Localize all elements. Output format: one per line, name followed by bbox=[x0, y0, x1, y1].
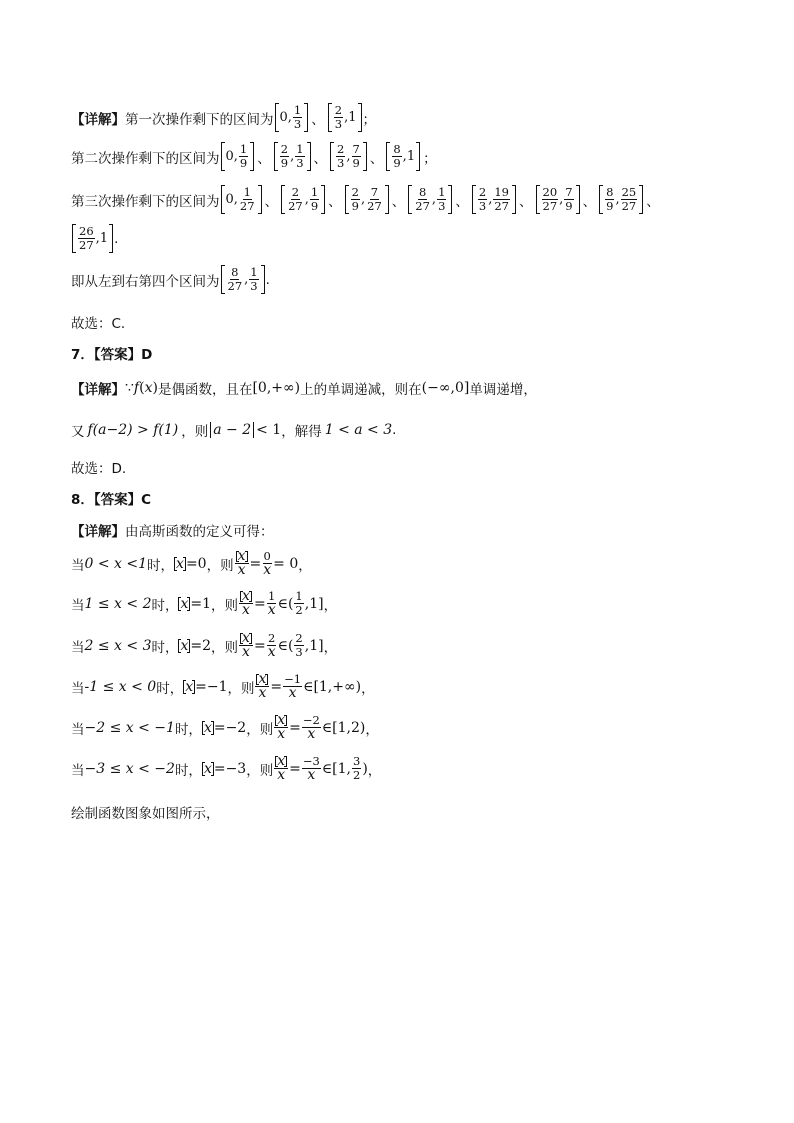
num: 0 bbox=[225, 192, 234, 207]
numerator: 1 bbox=[310, 185, 319, 199]
denominator: x bbox=[267, 602, 276, 618]
floor-x: x bbox=[277, 753, 286, 769]
interval: $\frac{2}{9}$ , $\frac{1}{3}$ bbox=[274, 142, 311, 171]
numerator bbox=[239, 632, 253, 646]
fraction bbox=[239, 143, 248, 170]
numerator: 1 bbox=[438, 185, 446, 199]
text: ， bbox=[206, 557, 221, 574]
fraction bbox=[255, 673, 269, 700]
math: f bbox=[133, 380, 140, 396]
fraction: $\frac{8}{27}$ bbox=[227, 265, 243, 293]
denominator: 3 bbox=[337, 156, 345, 170]
numerator bbox=[274, 755, 288, 769]
math: < 1 bbox=[256, 422, 282, 438]
denominator: 2 bbox=[295, 603, 303, 617]
numerator: 25 bbox=[621, 185, 637, 199]
denominator: 27 bbox=[494, 199, 509, 213]
fraction bbox=[310, 186, 319, 213]
detail-label: 【详解】 bbox=[71, 382, 125, 398]
text: 即从左到右第四个区间为 bbox=[71, 273, 220, 290]
fraction bbox=[274, 755, 288, 782]
math: x bbox=[144, 380, 153, 396]
interval: $\frac{8}{27}$ , $\frac{1}{3}$ bbox=[221, 265, 265, 294]
floor-x: x bbox=[258, 671, 267, 687]
numerator: 1 bbox=[239, 142, 248, 156]
denominator: 9 bbox=[352, 156, 360, 170]
floor-value: −1 bbox=[206, 678, 228, 695]
denominator: 9 bbox=[351, 199, 359, 213]
detail-label: 【详解】 bbox=[71, 111, 125, 128]
denominator: 3 bbox=[296, 156, 304, 170]
fraction bbox=[336, 143, 345, 170]
interval: $\frac{2}{27}$ , $\frac{1}{9}$ bbox=[281, 185, 325, 214]
text: 时， bbox=[174, 762, 202, 779]
denominator: 27 bbox=[239, 199, 255, 213]
numerator: 19 bbox=[494, 185, 509, 199]
condition: −2 ≤ x < −1 bbox=[84, 719, 175, 736]
text: 则 bbox=[224, 597, 239, 614]
range: ∈[1,+∞) bbox=[303, 678, 362, 695]
range-post: ,1] bbox=[304, 595, 324, 612]
fraction bbox=[352, 755, 361, 782]
text: ， bbox=[211, 597, 225, 614]
floor-x: x bbox=[237, 548, 246, 564]
fraction bbox=[294, 632, 303, 659]
numerator bbox=[239, 590, 253, 604]
math: a − 2 bbox=[210, 422, 254, 438]
interval: $\frac{2}{9}$ , $\frac{7}{27}$ bbox=[345, 185, 389, 214]
numerator: 0 bbox=[263, 549, 271, 563]
case-row: 当 −3 ≤ x < −2 时， x = −3 ， 则 $\frac{x}{x}$ = $\frac{-3}{x}$ ∈[1, $\frac{3}{2}$ ) ， bbox=[71, 753, 382, 783]
text: 时， bbox=[156, 680, 184, 697]
numerator: 2 bbox=[280, 142, 289, 156]
condition: 2 ≤ x < 3 bbox=[84, 637, 152, 654]
separator: 、 bbox=[311, 111, 325, 128]
numerator: 2 bbox=[337, 142, 345, 156]
fraction bbox=[262, 550, 272, 577]
interval: 0 , $\frac{1}{3}$ bbox=[275, 103, 309, 132]
fraction bbox=[239, 186, 256, 213]
num: 1 bbox=[406, 149, 416, 164]
interval: $\frac{2}{3}$ , 1 bbox=[328, 103, 362, 132]
range-post: ,1] bbox=[304, 637, 324, 654]
condition: 1 ≤ x < 2 bbox=[84, 595, 152, 612]
fraction bbox=[239, 590, 253, 617]
separator: 、 bbox=[582, 193, 597, 210]
answer-choice-6 bbox=[71, 312, 754, 332]
text: 当 bbox=[71, 597, 85, 614]
text: ， bbox=[211, 639, 225, 656]
text: 则 bbox=[224, 639, 239, 656]
fraction: $\frac{1}{3}$ bbox=[250, 265, 258, 293]
q8-detail-line1 bbox=[71, 520, 754, 540]
separator: 、 bbox=[646, 193, 660, 210]
line-second-operation bbox=[71, 142, 754, 171]
punct: . bbox=[265, 271, 270, 288]
case-row: 当 −2 ≤ x < −1 时， x = −2 ， 则 $\frac{x}{x}$ = $\frac{-2}{x}$ ∈[1,2) ， bbox=[71, 712, 379, 742]
text: 7．【答案】D bbox=[71, 347, 153, 363]
denominator: x bbox=[237, 562, 246, 578]
numerator: 7 bbox=[370, 185, 379, 199]
denominator: x bbox=[307, 767, 316, 783]
range-pre: ∈( bbox=[277, 637, 294, 654]
question-8-answer bbox=[71, 488, 754, 508]
denominator: 27 bbox=[288, 199, 303, 213]
separator: 、 bbox=[257, 150, 271, 167]
interval: $\frac{2}{3}$ , $\frac{19}{27}$ bbox=[472, 185, 516, 214]
text: 时， bbox=[174, 721, 202, 738]
punct: ； bbox=[423, 150, 437, 167]
numerator: 20 bbox=[542, 185, 558, 199]
fraction bbox=[564, 186, 573, 213]
fraction bbox=[493, 186, 510, 213]
numerator: 2 bbox=[267, 631, 276, 645]
interval: 0 , $\frac{1}{27}$ bbox=[221, 185, 262, 214]
math: [0,+∞) bbox=[252, 380, 301, 396]
denominator: x bbox=[242, 644, 250, 660]
text: 又 bbox=[71, 424, 85, 440]
denominator: 2 bbox=[353, 768, 361, 782]
separator: 、 bbox=[391, 193, 406, 210]
text: 第一次操作剩下的区间为 bbox=[125, 111, 274, 128]
line-third-operation bbox=[71, 185, 754, 214]
text: 绘制函数图象如图所示， bbox=[71, 806, 220, 822]
floor-value: −3 bbox=[225, 760, 247, 777]
range-pre: ∈( bbox=[277, 595, 294, 612]
text: 则 bbox=[240, 680, 255, 697]
numerator bbox=[255, 673, 269, 687]
fraction bbox=[283, 673, 302, 700]
separator: 、 bbox=[369, 150, 384, 167]
fraction bbox=[392, 143, 401, 170]
numerator bbox=[235, 550, 249, 564]
question-7-answer bbox=[71, 343, 754, 363]
range: ∈[1,2) bbox=[321, 719, 366, 736]
denominator: x bbox=[288, 685, 297, 701]
floor-x: x bbox=[176, 555, 184, 572]
interval: $\frac{8}{9}$ , 1 bbox=[386, 142, 420, 171]
text: 则 bbox=[220, 557, 234, 574]
punct: . bbox=[114, 230, 119, 247]
text: 则 bbox=[259, 762, 274, 779]
math: (−∞,0] bbox=[421, 380, 470, 396]
text: 由高斯函数的定义可得： bbox=[125, 524, 274, 540]
text: 时， bbox=[151, 639, 179, 656]
q7-detail-line2 bbox=[71, 420, 754, 440]
denominator: 27 bbox=[542, 199, 558, 213]
interval: $\frac{26}{27}$ , 1 bbox=[72, 224, 113, 253]
num: 0 bbox=[279, 110, 288, 125]
fraction bbox=[267, 590, 277, 617]
floor-x: x bbox=[185, 678, 194, 695]
floor-value: −2 bbox=[225, 719, 247, 736]
separator: 、 bbox=[328, 193, 342, 210]
text: 上的单调递减，则在 bbox=[300, 382, 422, 398]
fraction bbox=[280, 143, 289, 170]
numerator: 3 bbox=[353, 754, 361, 768]
denominator: 9 bbox=[280, 156, 289, 170]
text: 时， bbox=[147, 557, 175, 574]
floor-value: 0 bbox=[197, 555, 207, 572]
denominator: 9 bbox=[606, 199, 614, 213]
final-line bbox=[71, 802, 754, 822]
floor-x: x bbox=[277, 712, 286, 728]
numerator: −3 bbox=[302, 754, 320, 768]
line-first-operation bbox=[71, 103, 754, 132]
numerator: −1 bbox=[284, 672, 302, 686]
separator: 、 bbox=[313, 150, 328, 167]
denominator: x bbox=[277, 726, 286, 742]
text: 第二次操作剩下的区间为 bbox=[71, 150, 220, 167]
denominator: 9 bbox=[393, 156, 401, 170]
math: f(a−2) > f(1) bbox=[87, 422, 179, 438]
numerator: 2 bbox=[478, 185, 487, 199]
fraction bbox=[366, 186, 383, 213]
fraction bbox=[274, 714, 288, 741]
interval: $\frac{20}{27}$ , $\frac{7}{9}$ bbox=[536, 185, 580, 214]
denominator: 3 bbox=[438, 199, 446, 213]
fraction bbox=[302, 755, 321, 782]
fraction bbox=[605, 186, 614, 213]
separator: 、 bbox=[519, 193, 533, 210]
numerator: 1 bbox=[295, 589, 303, 603]
punct: ； bbox=[362, 111, 376, 128]
floor-value: 1 bbox=[202, 595, 212, 612]
numerator: 1 bbox=[296, 142, 304, 156]
detail-label: 【详解】 bbox=[71, 524, 125, 540]
fraction: $\frac{26}{27}$ bbox=[79, 224, 94, 252]
range-pre: ∈[1, bbox=[321, 760, 351, 777]
interval: 0 , $\frac{1}{9}$ bbox=[221, 142, 255, 171]
separator: 、 bbox=[264, 193, 279, 210]
fraction bbox=[621, 186, 638, 213]
text: 故选：D. bbox=[71, 461, 127, 477]
denominator: 27 bbox=[367, 199, 382, 213]
numerator: 8 bbox=[418, 185, 427, 199]
text: ，则 bbox=[181, 424, 209, 440]
denominator: 27 bbox=[415, 199, 430, 213]
floor-x: x bbox=[203, 760, 212, 777]
fraction bbox=[267, 632, 277, 659]
numerator: 8 bbox=[393, 142, 401, 156]
floor-x: x bbox=[242, 630, 250, 646]
case-row: 当 2 ≤ x < 3 时， x = 2 ， 则 $\frac{x}{x}$ = $\frac{2}{x}$ ∈( $\frac{2}{3}$ ,1] ， bbox=[71, 630, 338, 660]
numerator: 2 bbox=[351, 185, 359, 199]
fraction bbox=[478, 186, 487, 213]
text: 当 bbox=[71, 721, 85, 738]
floor-x: x bbox=[203, 719, 212, 736]
numerator: 2 bbox=[295, 631, 303, 645]
range-post: ) bbox=[362, 760, 368, 777]
fraction bbox=[235, 550, 249, 577]
denominator: 9 bbox=[310, 199, 319, 213]
denominator: 27 bbox=[621, 199, 637, 213]
floor-x: x bbox=[180, 595, 189, 612]
denominator: x bbox=[307, 726, 316, 742]
text: 当 bbox=[71, 557, 85, 574]
numerator: 7 bbox=[352, 142, 360, 156]
denominator: x bbox=[277, 767, 286, 783]
fraction bbox=[437, 186, 446, 213]
condition: -1 ≤ x < 0 bbox=[84, 678, 157, 695]
range: = 0 bbox=[273, 555, 299, 572]
punct: . bbox=[392, 422, 397, 438]
fraction: $\frac{1}{3}$ bbox=[293, 103, 302, 131]
case-row: 当 0 < x <1 时， x = 0 ， 则 $\frac{x}{x}$ = $\frac{0}{x}$ = 0 ， bbox=[71, 548, 312, 578]
condition: −3 ≤ x < −2 bbox=[84, 760, 175, 777]
denominator: 9 bbox=[239, 156, 248, 170]
denominator: x bbox=[267, 644, 276, 660]
text: 当 bbox=[71, 639, 85, 656]
fraction bbox=[414, 186, 431, 213]
interval: $\frac{2}{3}$ , $\frac{7}{9}$ bbox=[330, 142, 367, 171]
text: 单调递增， bbox=[469, 382, 537, 398]
fraction bbox=[542, 186, 559, 213]
denominator: x bbox=[242, 602, 250, 618]
text: 时， bbox=[151, 597, 179, 614]
text: ， bbox=[227, 680, 241, 697]
fraction bbox=[294, 590, 303, 617]
case-row: 当 1 ≤ x < 2 时， x = 1 ， 则 $\frac{x}{x}$ = $\frac{1}{x}$ ∈( $\frac{1}{2}$ ,1] ， bbox=[71, 588, 338, 618]
floor-x: x bbox=[180, 637, 189, 654]
num: 1 bbox=[348, 110, 357, 125]
text: 则 bbox=[259, 721, 274, 738]
fraction bbox=[295, 143, 304, 170]
numerator: 8 bbox=[606, 185, 614, 199]
numerator: 1 bbox=[243, 185, 251, 199]
text: ，解得 bbox=[281, 424, 322, 440]
text: 8．【答案】C bbox=[71, 492, 152, 508]
denominator: x bbox=[258, 685, 267, 701]
q7-detail-line1: 【详解】 ∵ f ( x ) 是偶函数，且在 [0,+∞) 上的单调递减，则在 (−∞,0] 单调递增， bbox=[71, 380, 537, 398]
case-row: 当 -1 ≤ x < 0 时， x = −1 ， 则 $\frac{x}{x}$ = $\frac{-1}{x}$ ∈[1,+∞) ， bbox=[71, 671, 375, 701]
fraction: $\frac{2}{3}$ bbox=[334, 103, 343, 131]
numerator bbox=[274, 714, 288, 728]
line-third-operation-cont bbox=[71, 224, 754, 253]
text: 是偶函数，且在 bbox=[157, 382, 253, 398]
denominator: x bbox=[263, 562, 272, 578]
text: 第三次操作剩下的区间为 bbox=[71, 193, 220, 210]
text: 当 bbox=[71, 680, 85, 697]
numerator: −2 bbox=[302, 713, 320, 727]
denominator: 3 bbox=[295, 645, 303, 659]
fraction bbox=[239, 632, 253, 659]
numerator: 2 bbox=[291, 185, 300, 199]
text: 当 bbox=[71, 762, 85, 779]
floor-x: x bbox=[242, 588, 250, 604]
answer-choice-7 bbox=[71, 457, 754, 477]
denominator: 3 bbox=[478, 199, 487, 213]
separator: 、 bbox=[455, 193, 469, 210]
line-fourth-interval bbox=[71, 265, 754, 294]
numerator: 1 bbox=[267, 589, 276, 603]
floor-value: 2 bbox=[202, 637, 212, 654]
condition: 0 < x <1 bbox=[84, 555, 148, 572]
interval: $\frac{8}{27}$ , $\frac{1}{3}$ bbox=[408, 185, 452, 214]
interval: $\frac{8}{9}$ , $\frac{25}{27}$ bbox=[599, 185, 643, 214]
denominator: 9 bbox=[565, 199, 573, 213]
because-symbol: ∵ bbox=[125, 380, 134, 396]
fraction bbox=[351, 186, 360, 213]
numerator: 7 bbox=[565, 185, 573, 199]
fraction bbox=[287, 186, 304, 213]
num: 0 bbox=[225, 149, 234, 164]
fraction bbox=[352, 143, 361, 170]
fraction bbox=[302, 714, 321, 741]
math: 1 < a < 3 bbox=[324, 422, 393, 438]
text: ， bbox=[246, 762, 260, 779]
text: ， bbox=[246, 721, 260, 738]
text: 故选：C. bbox=[71, 316, 126, 332]
